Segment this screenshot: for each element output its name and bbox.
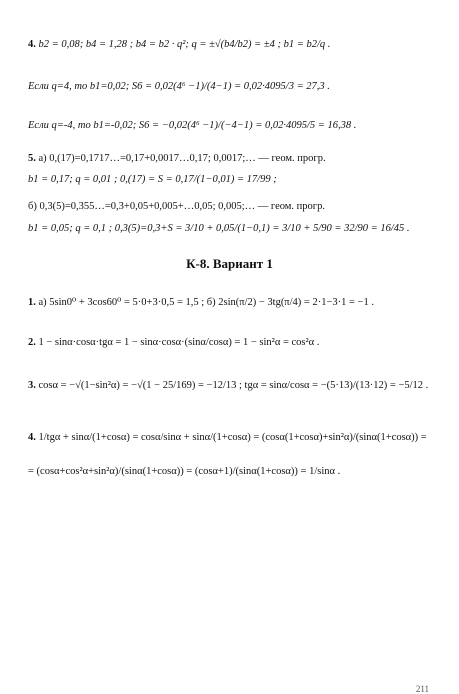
problem-5a-solution: b1 = 0,17; q = 0,01 ; 0,(17) = S = 0,17/(1−0,01) = 17/99 ; bbox=[28, 174, 277, 185]
problem-5a-statement: 5. а) 0,(17)=0,1717…=0,17+0,0017…0,17; 0,0017;… — геом. прогр. bbox=[28, 153, 326, 164]
variant-problem-2: 2. 1 − sinα·cosα·tgα = 1 − sinα·cosα·(sinα/cosα) = 1 − sin²α = cos²α . bbox=[28, 337, 320, 348]
problem-5b-solution: b1 = 0,05; q = 0,1 ; 0,3(5)=0,3+S = 3/10 + 0,05/(1−0,1) = 3/10 + 5/90 = 32/90 = 16/45 . bbox=[28, 223, 410, 234]
problem-5b-statement: б) 0,3(5)=0,355…=0,3+0,05+0,005+…0,05; 0,005;… — геом. прогр. bbox=[28, 201, 325, 212]
variant-problem-1: 1. а) 5sin0⁰ + 3cos60⁰ = 5·0+3·0,5 = 1,5 ; б) 2sin(π/2) − 3tg(π/4) = 2·1−3·1 = −1 . bbox=[28, 297, 374, 308]
problem-4-given: 4. b2 = 0,08; b4 = 1,28 ; b4 = b2 · q²; q = ±√(b4/b2) = ±4 ; b1 = b2/q . bbox=[28, 39, 331, 50]
section-heading: К-8. Вариант 1 bbox=[186, 256, 273, 271]
page-number: 211 bbox=[415, 684, 429, 694]
variant-problem-3: 3. cosα = −√(1−sin²α) = −√(1 − 25/169) = −12/13 ; tgα = sinα/cosα = −(5·13)/(13·12) = −5/12 . bbox=[28, 380, 429, 391]
variant-problem-4-line-1: 4. 1/tgα + sinα/(1+cosα) = cosα/sinα + sinα/(1+cosα) = (cosα(1+cosα)+sin²α)/(sinα(1+cosα)) = bbox=[28, 432, 427, 443]
variant-problem-4-line-2: = (cosα+cos²α+sin²α)/(sinα(1+cosα)) = (cosα+1)/(sinα(1+cosα)) = 1/sinα . bbox=[28, 466, 341, 477]
problem-4-case-q-negative: Если q=-4, то b1=-0,02; S6 = −0,02(4⁶ −1)/(−4−1) = 0,02·4095/5 = 16,38 . bbox=[28, 120, 357, 131]
problem-4-case-q-positive: Если q=4, то b1=0,02; S6 = 0,02(4⁶ −1)/(4−1) = 0,02·4095/3 = 27,3 . bbox=[28, 81, 330, 92]
